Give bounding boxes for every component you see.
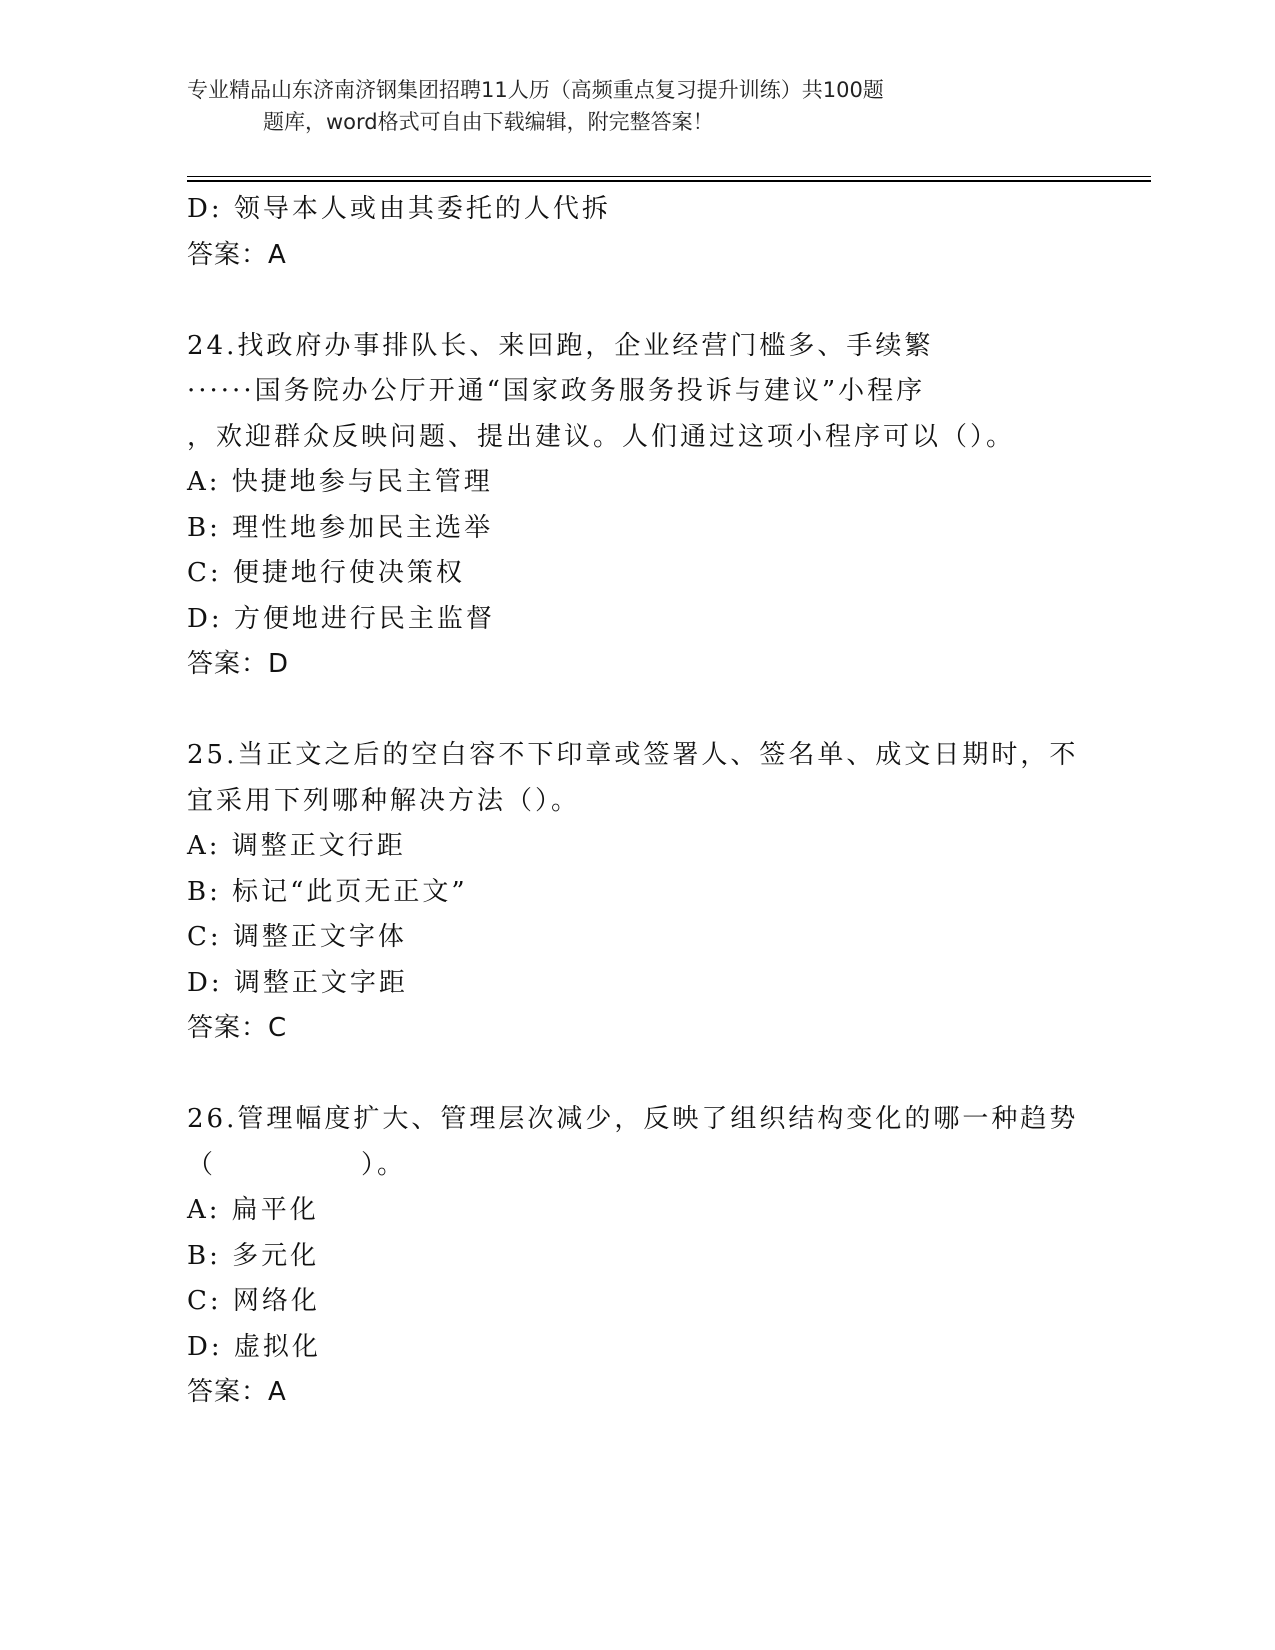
option-d: D: 虚拟化 xyxy=(187,1331,321,1362)
question-stem-line-1: 24.找政府办事排队长、来回跑，企业经营门槛多、手续繁 xyxy=(187,330,934,361)
option-a: A: 快捷地参与民主管理 xyxy=(187,467,493,497)
option-c: C: 调整正文字体 xyxy=(187,922,407,952)
option-c: C: 便捷地行使决策权 xyxy=(187,558,465,588)
option-a: A: 扁平化 xyxy=(187,1195,319,1225)
question-stem-line-2: （ ）。 xyxy=(187,1149,407,1180)
option-b: B: 标记“此页无正文” xyxy=(187,876,468,907)
answer-line: 答案：A xyxy=(187,239,287,270)
option-d: D: 领导本人或由其委托的人代拆 xyxy=(187,194,611,224)
spacer xyxy=(187,688,1087,734)
option-b: B: 理性地参加民主选举 xyxy=(187,512,494,543)
question-stem-line-1: 25.当正文之后的空白容不下印章或签署人、签名单、成文日期时，不 xyxy=(187,740,1079,770)
question-content xyxy=(187,187,1087,1416)
question-24 xyxy=(187,324,1087,688)
question-23-tail xyxy=(187,187,1087,278)
option-a: A: 调整正文行距 xyxy=(187,831,406,861)
page-header xyxy=(187,74,1047,138)
question-stem-line-3: ，欢迎群众反映问题、提出建议。人们通过这项小程序可以（）。 xyxy=(187,421,1016,452)
question-25 xyxy=(187,733,1087,1052)
header-title-line-2: 题库，word格式可自由下载编辑，附完整答案！ xyxy=(263,110,714,134)
header-title-line-1: 专业精品山东济南济钢集团招聘11人历（高频重点复习提升训练）共100题 xyxy=(187,78,884,102)
header-divider-thick xyxy=(187,180,1151,182)
header-divider-thin xyxy=(187,176,1151,177)
spacer xyxy=(187,1052,1087,1098)
question-stem-line-2: ······国务院办公厅开通“国家政务服务投诉与建议”小程序 xyxy=(187,376,926,406)
answer-line: 答案：A xyxy=(187,1377,287,1407)
answer-line: 答案：D xyxy=(187,649,290,679)
option-d: D: 调整正文字距 xyxy=(187,967,408,998)
question-stem-line-1: 26.管理幅度扩大、管理层次减少，反映了组织结构变化的哪一种趋势 xyxy=(187,1104,1079,1134)
option-c: C: 网络化 xyxy=(187,1286,320,1316)
question-26 xyxy=(187,1097,1087,1416)
question-stem-line-2: 宜采用下列哪种解决方法（）。 xyxy=(187,785,581,816)
option-d: D: 方便地进行民主监督 xyxy=(187,603,495,634)
answer-line: 答案：C xyxy=(187,1013,288,1043)
option-b: B: 多元化 xyxy=(187,1240,320,1271)
spacer xyxy=(187,278,1087,324)
